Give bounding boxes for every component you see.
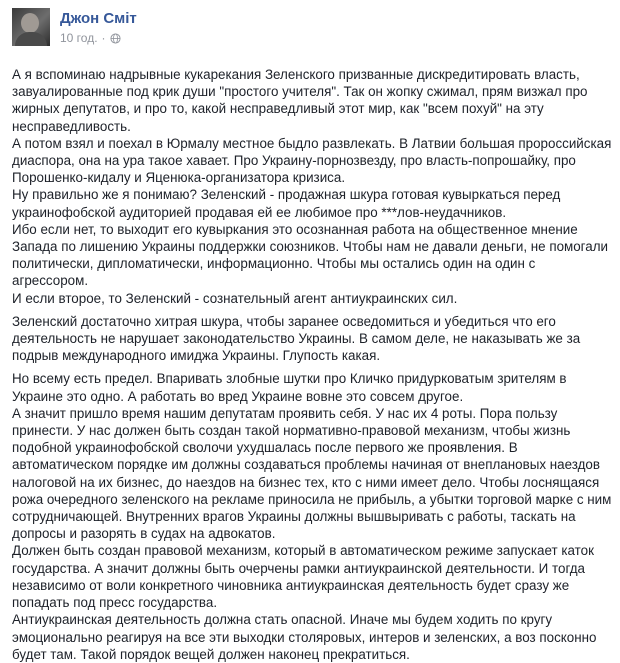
post-body: [12, 66, 612, 663]
post-paragraph: Но всему есть предел. Впаривать злобные шутки про Кличко придурковатым зрителям в Украине это одно. А работать во вред Украине вовне это совсем другое.: [12, 371, 567, 404]
post-paragraph: А я вспоминаю надрывные кукарекания Зеленского призванные дискредитировать власть, завуалированные под крик души "простого учителя". Так он жопку сжимал, прям визжал про жирных депутатов, и про то, какой несправедливый этот мир, как "всем похуй" на эту несправедливость.: [12, 67, 588, 134]
post-paragraph: Ну правильно же я понимаю? Зеленский - продажная шкура готовая кувыркаться перед украинофобской аудиторией продавая ей ее любимое про ***лов-неудачников.: [12, 187, 561, 220]
avatar[interactable]: [12, 8, 50, 46]
globe-icon[interactable]: [110, 33, 121, 44]
post-paragraph: Зеленский достаточно хитрая шкура, чтобы заранее осведомиться и убедиться что его деятельность не нарушает законодательство Украины. В самом деле, не наказывать же за подрыв международного имиджа Украины. Глупость какая.: [12, 313, 581, 364]
post-paragraph: А значит пришло время нашим депутатам проявить себя. У нас их 4 роты. Пора пользу принести. У нас должен быть создан такой нормативно-правовой механизм, чтобы жизнь подобной украинофобской сволочи ухудшалась после первого же проявления. В автоматическом порядке им должны создаваться проблемы начиная от внеплановых наездов налоговой на их бизнес, до наездов на бизнес тех, кто с ними имеет дело. Чтобы лоснящаяся рожа очередного зеленского на рекламе приносила не прибыль, а убытки торговой марке с ним сотрудничающей. Внутренних врагов Украины должны вышвыривать с работы, таскать на допросы и разорять в судах на адвокатов.: [12, 405, 612, 542]
post-paragraph: Антиукраинская деятельность должна стать опасной. Иначе мы будем ходить по кругу эмоционально реагируя на все эти выходки столяровых, интеров и зеленских, а воз посконно будет там. Такой порядок вещей должен наконец прекратиться.: [12, 612, 597, 662]
author-name[interactable]: Джон Сміт: [60, 10, 137, 27]
post-meta: [60, 31, 121, 45]
post-timestamp[interactable]: 10 год.: [60, 31, 98, 45]
post-paragraph: И если второе, то Зеленский - сознательный агент антиукраинских сил.: [12, 290, 458, 306]
avatar-body-shape: [15, 32, 47, 46]
post-paragraph: Должен быть создан правовой механизм, который в автоматическом режиме запускает каток государства. А значит должны быть очерчены рамки антиукраинской деятельности. И тогда независимо от воли конкретного чиновника антиукраинская деятельность будет сразу же попадать под пресс государства.: [12, 543, 594, 611]
avatar-head-shape: [21, 13, 39, 33]
post-paragraph: А потом взял и поехал в Юрмалу местное быдло развлекать. В Латвии большая пророссийская диаспора, она на ура такое хавает. Про Украину-порнозвезду, про власть-попрошайку, про Порошенко-кидалу и Яценюка-организатора кризиса.: [12, 135, 612, 186]
meta-separator: ·: [101, 31, 106, 45]
post-paragraph: Ибо если нет, то выходит его кувыркания это осознанная работа на общественное мнение Запада по лишению Украины поддержки союзников. Чтобы нам не давали деньги, не помогали политически, дипломатически, информационно. Чтобы мы остались один на один с агрессором.: [12, 221, 609, 289]
post-header: [12, 8, 602, 52]
